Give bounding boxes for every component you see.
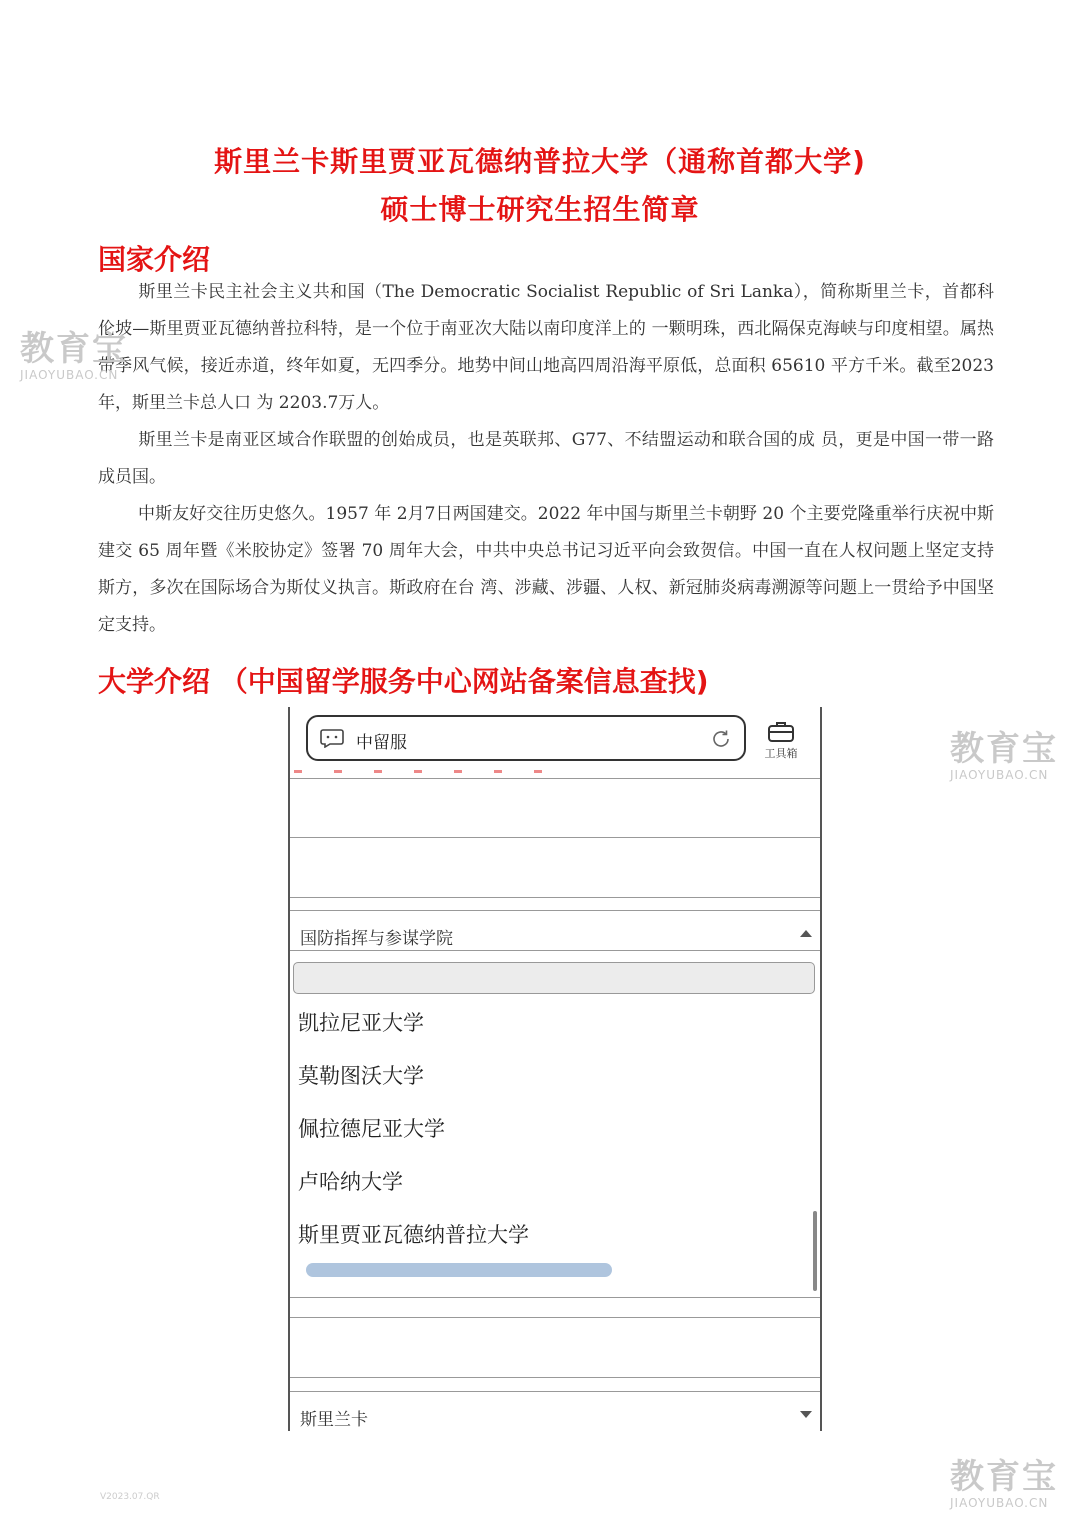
paragraph-membership [98, 422, 994, 496]
chat-bubble-icon [320, 728, 344, 748]
document-title: 斯里兰卡斯里贾亚瓦德纳普拉大学（通称首都大学) [214, 145, 866, 178]
divider [290, 950, 820, 951]
cropped-text-remnant [294, 770, 544, 773]
watermark-text: 教育宝 [950, 1457, 1058, 1497]
paragraph-country-intro [98, 274, 994, 422]
dropdown-option[interactable]: 卢哈纳大学 [298, 1170, 403, 1194]
institution-select[interactable] [290, 914, 820, 952]
paragraph-text: 中斯友好交往历史悠久。1957 年 2月7日两国建交。2022 年中国与斯里兰卡朝野 20 个主要党隆重举行庆祝中斯建交 65 周年暨《米胶协定》签署 70 周年大会，中共中央总书记习近平向会致贺信。中国一直在人权问题上坚定支持斯方，多次在国际场合为斯仗义执言。斯政府在台 湾、涉藏、涉疆、人权、新冠肺炎病毒溯源等问题上一贯给予中国坚定支持。 [98, 504, 994, 635]
dropdown-option[interactable]: 佩拉德尼亚大学 [298, 1117, 445, 1141]
paragraph-relations [98, 496, 994, 644]
divider [290, 1377, 820, 1378]
search-query: 中留服 [356, 733, 407, 753]
divider [290, 1317, 820, 1318]
dropdown-scrollbar[interactable] [813, 1211, 817, 1291]
highlight-annotation [306, 1263, 612, 1277]
dropdown-option-target[interactable]: 斯里贾亚瓦德纳普拉大学 [298, 1223, 529, 1247]
document-subtitle: 硕士博士研究生招生简章 [380, 193, 700, 226]
watermark-logo [950, 1458, 1058, 1510]
watermark-text: 教育宝 [20, 329, 128, 369]
toolbox-label: 工具箱 [764, 747, 798, 760]
search-bar[interactable] [306, 715, 746, 761]
watermark-text: 教育宝 [950, 729, 1058, 769]
dropdown-filter-input[interactable] [293, 962, 815, 994]
divider [290, 837, 820, 838]
divider [290, 910, 820, 911]
paragraph-text: 斯里兰卡民主社会主义共和国（The Democratic Socialist Republic of Sri Lanka），简称斯里兰卡，首都科伦坡—斯里贾亚瓦德纳普拉科特，是一个位于南亚次大陆以南印度洋上的 一颗明珠，西北隔保克海峡与印度相望。属热带季风气候，接近赤道，终年如夏，无四季分。地势中间山地高四周沿海平原低，总面积 65610 平方千米。截至2023年，斯里兰卡总人口 为 2203.7万人。 [98, 282, 994, 413]
toolbox-button[interactable] [756, 721, 806, 761]
watermark-url: JIAOYUBAO.CN [20, 368, 119, 382]
caret-down-icon [800, 1411, 812, 1418]
toolbox-icon [767, 721, 795, 743]
divider [290, 897, 820, 898]
divider [290, 1297, 820, 1298]
divider [290, 1391, 820, 1392]
watermark-url: JIAOYUBAO.CN [950, 768, 1049, 782]
embedded-screenshot [288, 707, 822, 1431]
divider [290, 778, 820, 779]
paragraph-text: 斯里兰卡是南亚区域合作联盟的创始成员，也是英联邦、G77、不结盟运动和联合国的成 员，更是中国一带一路成员国。 [98, 430, 994, 487]
section-heading-country: 国家介绍 [98, 243, 211, 276]
section-heading-university: 大学介绍 （中国留学服务中心网站备案信息查找) [98, 665, 709, 698]
watermark-logo [20, 330, 128, 382]
refresh-icon[interactable] [710, 728, 732, 750]
caret-up-icon [800, 930, 812, 937]
footer-code: V2023.07.QR [100, 1492, 160, 1502]
institution-select-value: 国防指挥与参谋学院 [300, 929, 453, 949]
watermark-logo [950, 730, 1058, 782]
country-select[interactable] [290, 1395, 820, 1431]
dropdown-option[interactable]: 凯拉尼亚大学 [298, 1011, 424, 1035]
dropdown-option[interactable]: 莫勒图沃大学 [298, 1064, 424, 1088]
watermark-url: JIAOYUBAO.CN [950, 1496, 1049, 1510]
country-select-value: 斯里兰卡 [300, 1410, 368, 1430]
